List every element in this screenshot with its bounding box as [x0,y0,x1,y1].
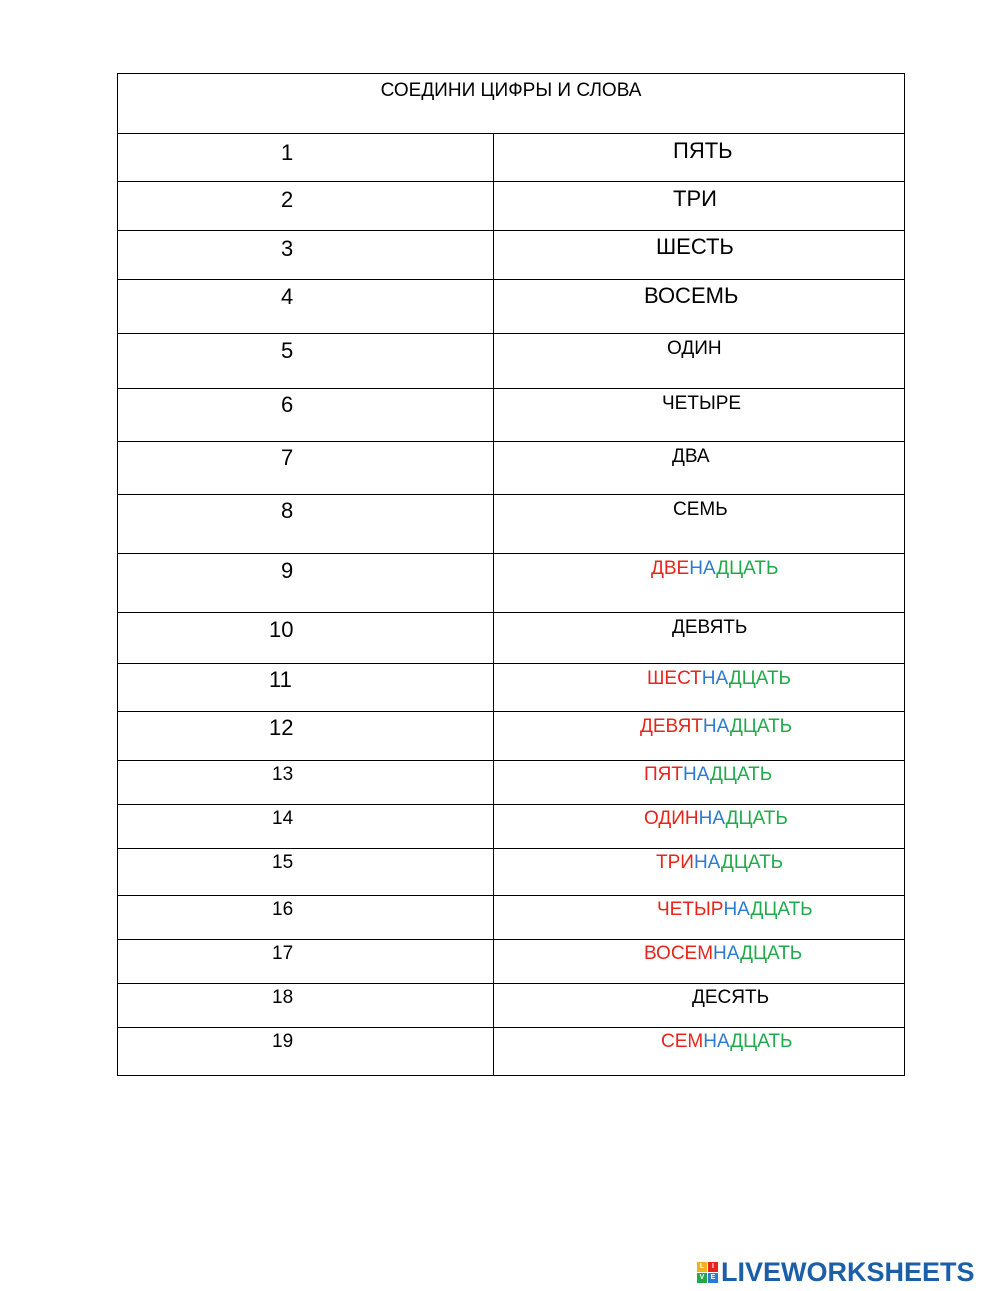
word-part: ТРИ [656,852,694,873]
table-row [118,1028,904,1077]
table-row [118,231,904,280]
word-part: ДЦАТЬ [730,1031,793,1052]
row-word: ВОСЕМЬ [644,283,739,308]
row-number: 19 [272,1031,294,1052]
word-part: ДЦАТЬ [710,764,773,785]
table-row [118,761,904,805]
row-number: 3 [281,236,294,261]
row-number: 18 [272,987,294,1008]
table-row [118,896,904,940]
row-word [644,808,788,830]
row-word [644,943,802,965]
word-part: НА [682,764,711,785]
row-number: 17 [272,943,294,964]
row-number: 2 [281,187,294,212]
title-row [118,74,904,134]
row-number: 1 [281,140,294,165]
word-part: НА [723,899,751,920]
worksheet-table [117,73,905,1076]
row-word: ПЯТЬ [673,138,733,163]
table-row [118,134,904,182]
table-row [118,664,904,712]
word-part: НА [689,558,717,579]
row-word [647,668,791,690]
row-number: 5 [281,338,294,363]
word-part: НА [701,668,729,689]
row-number: 11 [269,667,292,692]
word-part: НА [713,943,741,964]
table-row [118,280,904,334]
word-part: СЕМ [661,1031,704,1052]
word-part: ДЦАТЬ [729,716,793,737]
row-word: ШЕСТЬ [656,234,734,259]
row-word [661,1031,792,1053]
row-number: 9 [281,558,294,583]
row-word [644,764,772,786]
row-number: 4 [281,284,294,309]
row-word: ДЕСЯТЬ [692,987,770,1008]
word-part: НА [698,808,726,829]
word-part: ДЦАТЬ [720,852,784,873]
row-number: 16 [272,899,294,920]
table-row [118,849,904,896]
row-number: 14 [272,808,294,829]
row-number: 6 [281,392,294,417]
row-word: ОДИН [667,338,722,359]
table-row [118,442,904,495]
table-row [118,805,904,849]
word-part: ДЦАТЬ [740,943,803,964]
word-part: НА [702,716,730,737]
table-row [118,940,904,984]
row-word [640,716,792,738]
row-word: ДВА [672,446,710,467]
row-word: ТРИ [673,186,717,211]
word-part: ДЦАТЬ [725,808,788,829]
row-word [656,852,783,874]
row-number: 7 [281,445,294,470]
row-number: 10 [269,617,294,642]
table-row [118,334,904,389]
table-row [118,712,904,761]
row-number: 13 [272,764,294,785]
table-row [118,495,904,554]
row-word [651,558,778,580]
word-part: ШЕСТ [647,668,702,689]
worksheet-title: СОЕДИНИ ЦИФРЫ И СЛОВА [380,80,642,101]
row-number: 15 [272,852,294,873]
row-word [657,899,813,921]
word-part: НА [703,1031,731,1052]
word-part: ДЦАТЬ [716,558,779,579]
logo-text: LIVEWORKSHEETS [721,1256,975,1287]
row-word: ДЕВЯТЬ [672,617,748,638]
word-part: ОДИН [644,808,699,829]
word-part: ДЕВЯТ [640,716,703,737]
row-number: 8 [281,498,294,523]
liveworksheets-logo [697,1258,975,1286]
word-part: ЧЕТЫР [657,899,724,920]
row-word: СЕМЬ [673,499,728,520]
word-part: ДВЕ [651,558,690,579]
word-part: ДЦАТЬ [728,668,792,689]
row-number: 12 [269,715,294,740]
table-row [118,389,904,442]
word-part: ПЯТ [644,764,683,785]
table-row [118,984,904,1028]
word-part: ДЦАТЬ [750,899,813,920]
word-part: ВОСЕМ [644,943,714,964]
table-row [118,182,904,231]
table-row [118,554,904,613]
row-word: ЧЕТЫРЕ [662,393,742,414]
logo-blocks-icon: L I V E [697,1262,718,1283]
word-part: НА [693,852,721,873]
table-row [118,613,904,664]
